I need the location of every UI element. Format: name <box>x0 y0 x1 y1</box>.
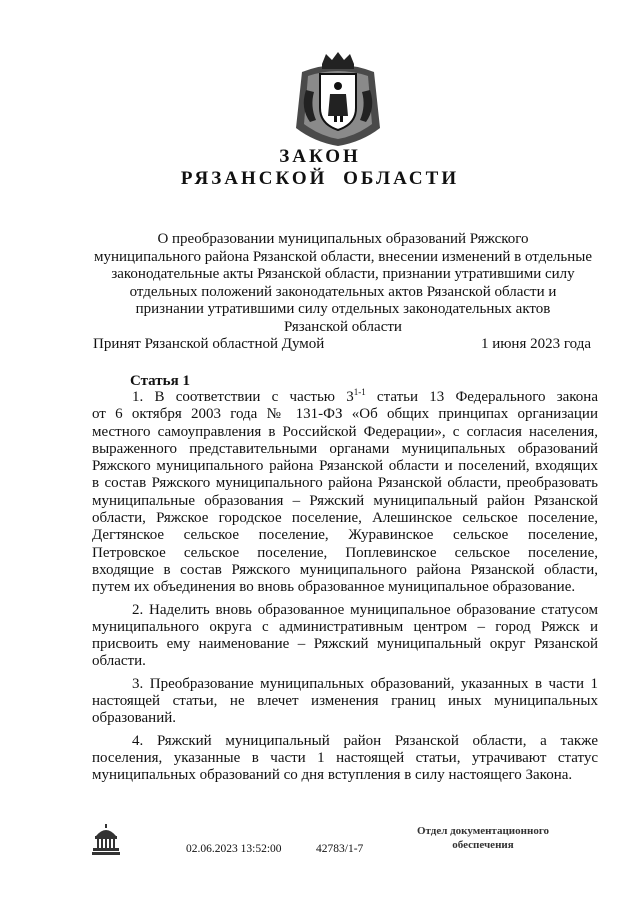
paragraph-line: 3. Преобразование муниципальных образований, указанных в части 1 <box>132 675 598 692</box>
paragraph-line: Ряжского муниципального района Рязанской области и поселений, входящих <box>92 458 598 475</box>
heading-line: О преобразовании муниципальных образований Ряжского <box>157 231 529 247</box>
paragraph-line: присвоить ему наименование – Ряжский муниципальный округ Рязанской <box>92 636 598 653</box>
paragraph-line: 4. Ряжский муниципальный район Рязанской области, а также <box>132 732 598 749</box>
paragraph-line: входящие в состав Ряжского муниципального района Рязанской области, <box>92 561 598 578</box>
paragraph-line: Петровское сельское поселение, Поплевинское сельское поселение, <box>92 544 598 561</box>
adopted-by: Принят Рязанской областной Думой <box>93 336 325 352</box>
department-stamp <box>398 824 568 852</box>
text-run: статьи 13 Федерального закона <box>365 389 598 405</box>
duma-building-icon <box>92 824 120 856</box>
heading-line: отдельных положений законодательных актов Рязанской области и <box>129 283 557 300</box>
paragraph-line: поселения, указанные в части 1 настоящей статьи, утрачивают статус <box>92 749 598 766</box>
paragraph-line: Дегтянское сельское поселение, Журавинское сельское поселение, <box>92 527 598 544</box>
paragraph-2 <box>92 602 598 671</box>
registration-datetime: 02.06.2023 13:52:00 <box>186 843 282 855</box>
heading-line: законодательные акты Рязанской области, признании утратившими силу <box>111 266 575 282</box>
paragraph-line: муниципальных образований со дня вступления в силу настоящего Закона. <box>92 767 573 784</box>
document-type-title: ЗАКОН <box>279 146 361 167</box>
paragraph-line: путем их объединения во вновь образованное муниципальное образование. <box>92 579 576 596</box>
paragraph-4 <box>92 733 598 785</box>
paragraph-line: местного самоуправления в Российской Федерации», с согласия населения, <box>92 423 598 440</box>
paragraph-line: от 6 октября 2003 года № 131-ФЗ «Об общих принципах организации <box>92 406 598 423</box>
region-title: РЯЗАНСКОЙ ОБЛАСТИ <box>180 168 460 189</box>
law-heading <box>84 231 602 336</box>
adoption-line <box>93 336 591 353</box>
heading-line: признании утратившими силу отдельных законодательных актов <box>135 301 551 317</box>
adopted-date: 1 июня 2023 года <box>480 336 591 352</box>
paragraph-line: муниципальные образования – Ряжский муниципальный район Рязанской <box>92 492 598 509</box>
heading-line: муниципального района Рязанской области, внесении изменений в отдельные <box>93 248 593 265</box>
paragraph-line: области, Ряжское городское поселение, Алешинское сельское поселение, <box>92 510 598 527</box>
article-body <box>92 389 598 790</box>
coat-of-arms-icon <box>292 50 384 150</box>
paragraph-line: в состав Ряжского муниципального района Рязанской области, преобразовать <box>92 475 598 492</box>
paragraph-line: образований. <box>92 710 177 727</box>
heading-line: Рязанской области <box>284 318 402 335</box>
paragraph-3 <box>92 676 598 728</box>
registration-number: 42783/1-7 <box>316 843 364 855</box>
stamp-line: Отдел документационного <box>416 825 550 837</box>
text-run: 1. В соответствии с частью 3 <box>132 389 354 405</box>
paragraph-line <box>92 389 598 406</box>
superscript: 1-1 <box>353 387 366 397</box>
paragraph-1 <box>92 389 598 597</box>
paragraph-line: муниципального округа с административным центром – город Ряжск и <box>92 618 598 635</box>
paragraph-line: настоящей статьи, не влечет изменения границ иных муниципальных <box>92 693 598 710</box>
paragraph-line: 2. Наделить вновь образованное муниципальное образование статусом <box>132 601 598 618</box>
paragraph-line: области. <box>92 653 146 670</box>
article-title: Статья 1 <box>130 373 190 389</box>
stamp-line: обеспечения <box>452 839 514 851</box>
paragraph-line: выраженного представительными органами муниципальных образований <box>92 440 598 457</box>
